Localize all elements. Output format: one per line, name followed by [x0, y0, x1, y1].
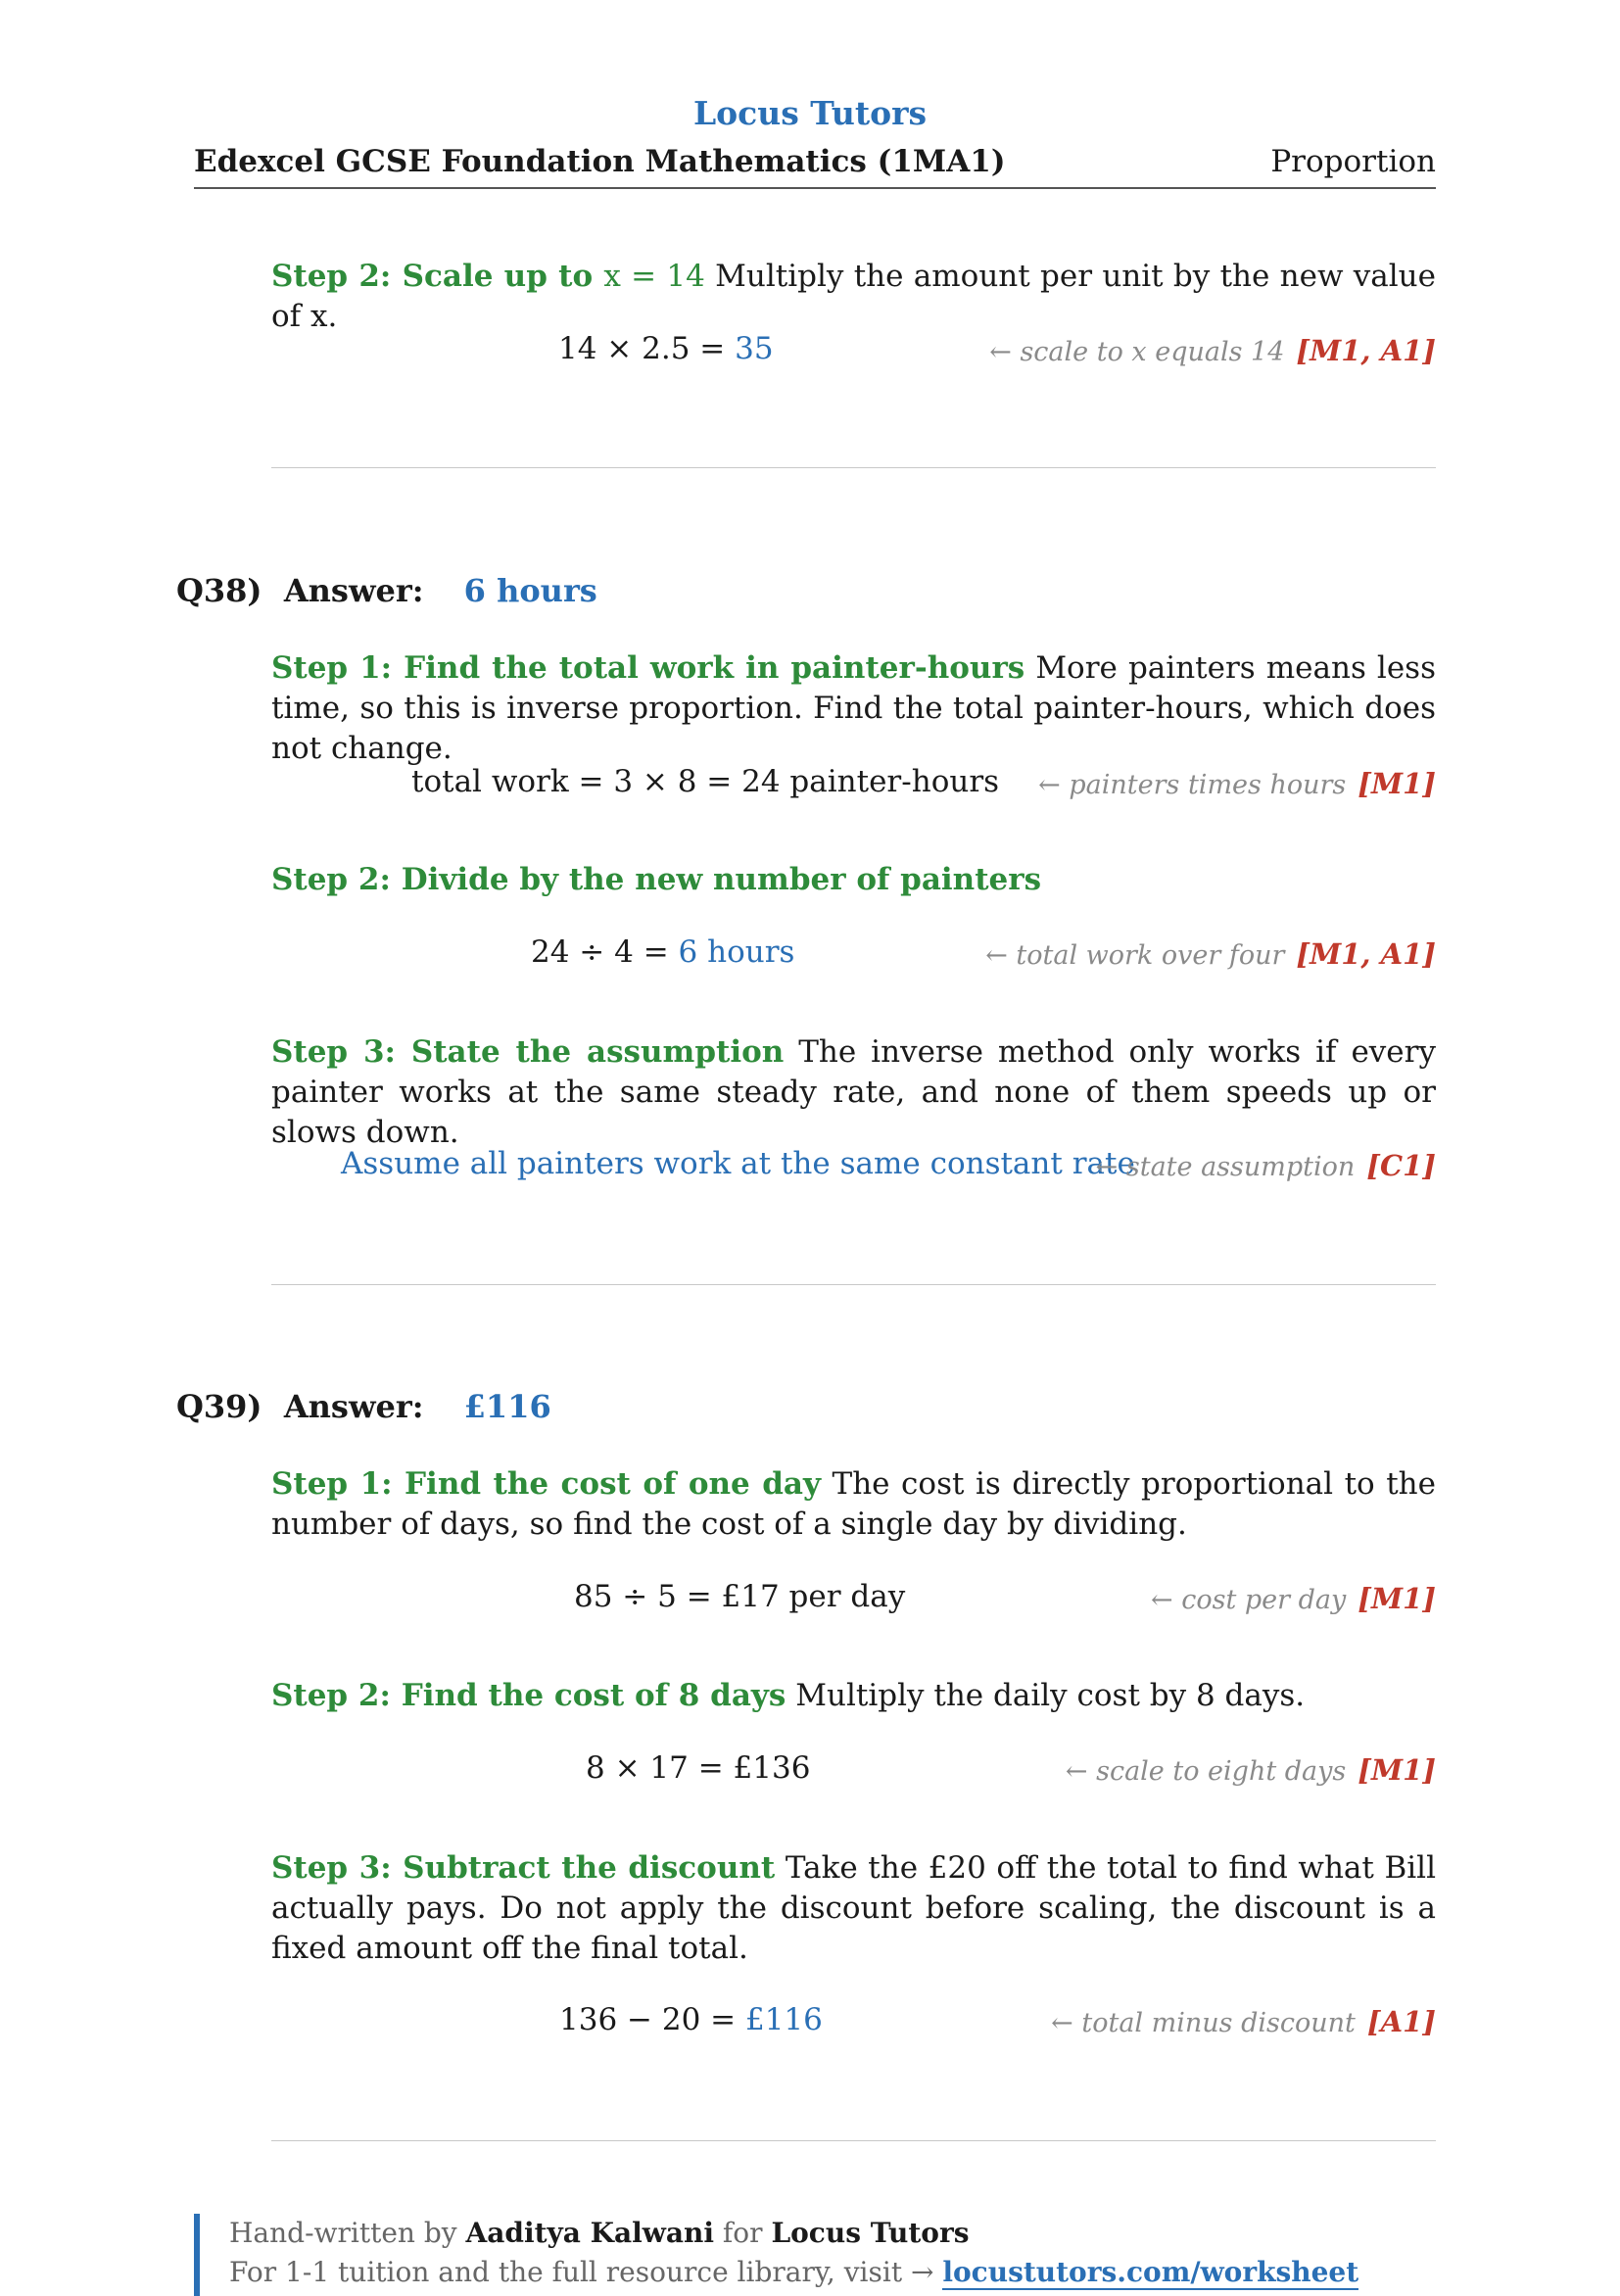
step-label: Step 2: Divide by the new number of painters	[271, 862, 1042, 897]
answer-label: Answer:	[283, 572, 424, 609]
math-result: 35	[735, 331, 774, 366]
q37-step2-math	[558, 331, 774, 366]
step-label: Step 2: Scale up to	[271, 259, 604, 294]
q38-step2-note	[985, 937, 1436, 971]
divider	[271, 467, 1436, 468]
brand-title: Locus Tutors	[692, 94, 928, 132]
answer-value: £116	[463, 1388, 551, 1425]
q37-step2	[271, 257, 1436, 337]
step-label: Step 2: Find the cost of 8 days	[271, 1678, 786, 1713]
math-result: 6 hours	[678, 934, 795, 970]
math-expression: 24 ÷ 4 =	[531, 934, 679, 970]
note-text: ← total work over four	[985, 940, 1285, 971]
answer-value: 6 hours	[463, 572, 597, 609]
footer-credit	[229, 2214, 1358, 2253]
q38-step3-statement: Assume all painters work at the same constant rate	[341, 1146, 1135, 1181]
q38-step2-math	[531, 934, 794, 970]
worksheet-link[interactable]: locustutors.com/worksheet	[942, 2256, 1359, 2288]
footer-text: for	[714, 2217, 772, 2249]
q38-step3	[271, 1032, 1436, 1153]
q38-step1-math: total work = 3 × 8 = 24 painter-hours	[411, 764, 1000, 799]
q39-step1	[271, 1464, 1436, 1545]
step-label: Step 3: State the assumption	[271, 1034, 785, 1070]
step-text: Multiply the daily cost by 8 days.	[786, 1678, 1306, 1713]
q39-step2-math: 8 × 17 = £136	[586, 1750, 811, 1786]
q38-step3-note	[1096, 1149, 1436, 1182]
q39-step3-note	[1051, 2005, 1436, 2038]
q39-step2-note	[1066, 1753, 1436, 1787]
divider	[271, 1284, 1436, 1285]
answer-label: Answer:	[283, 1388, 424, 1425]
q39-step1-math: 85 ÷ 5 = £17 per day	[574, 1579, 906, 1614]
step-label: Step 1: Find the cost of one day	[271, 1466, 821, 1502]
q38-step1	[271, 648, 1436, 769]
math-expression: 14 × 2.5 =	[558, 331, 736, 366]
footer-brand: Locus Tutors	[771, 2217, 970, 2249]
marks-badge: [A1]	[1366, 2005, 1436, 2038]
footer-visit	[229, 2253, 1358, 2292]
marks-badge: [C1]	[1366, 1149, 1436, 1182]
marks-badge: [M1]	[1358, 767, 1436, 800]
q39-step3	[271, 1848, 1436, 1969]
q39-step2	[271, 1676, 1436, 1716]
q38-heading	[176, 572, 597, 609]
topic-title: Proportion	[1270, 144, 1436, 179]
marks-badge: [M1]	[1358, 1582, 1436, 1615]
footer-text: For 1-1 tuition and the full resource library, visit →	[229, 2256, 943, 2288]
marks-badge: [M1, A1]	[1296, 937, 1436, 971]
step-label: Step 1: Find the total work in painter-hours	[271, 650, 1025, 686]
note-text: ← state assumption	[1095, 1152, 1356, 1182]
author-name: Aaditya Kalwani	[465, 2217, 715, 2249]
footer-text: Hand-written by	[229, 2217, 466, 2249]
note-text: ← scale to x equals 14	[989, 337, 1285, 367]
divider	[271, 2140, 1436, 2141]
question-number: Q39)	[176, 1388, 262, 1425]
math-result: £116	[744, 2002, 823, 2037]
q39-step1-note	[1151, 1582, 1436, 1615]
step-text: More painters means less time, so this is inverse proportion. Find the total painter-hours, which does not change.	[271, 650, 1436, 766]
step-variable: x = 14	[603, 259, 705, 294]
marks-badge: [M1, A1]	[1296, 334, 1436, 367]
page-footer	[194, 2214, 1358, 2296]
q38-step2	[271, 860, 1436, 900]
course-title: Edexcel GCSE Foundation Mathematics (1MA1)	[194, 144, 1006, 179]
note-text: ← cost per day	[1151, 1585, 1347, 1615]
question-number: Q38)	[176, 572, 262, 609]
step-text: The inverse method only works if every painter works at the same steady rate, and none of them speeds up or slows down.	[271, 1034, 1436, 1150]
step-text: Multiply the amount per unit by the new value of x.	[271, 259, 1436, 334]
q39-step3-math	[559, 2002, 823, 2037]
marks-badge: [M1]	[1358, 1753, 1436, 1787]
step-label: Step 3: Subtract the discount	[271, 1850, 776, 1886]
note-text: ← painters times hours	[1038, 770, 1347, 800]
note-text: ← total minus discount	[1051, 2008, 1356, 2038]
math-expression: 136 − 20 =	[559, 2002, 745, 2037]
q39-heading	[176, 1388, 551, 1425]
q38-step1-note	[1038, 767, 1436, 800]
note-text: ← scale to eight days	[1065, 1756, 1347, 1787]
q37-step2-note	[989, 334, 1436, 367]
page-header	[194, 142, 1436, 189]
step-text: Take the £20 off the total to find what Bill actually pays. Do not apply the discount before scaling, the discount is a fixed amount off the final total.	[271, 1850, 1436, 1966]
step-text: The cost is directly proportional to the number of days, so find the cost of a single day by dividing.	[271, 1466, 1436, 1542]
